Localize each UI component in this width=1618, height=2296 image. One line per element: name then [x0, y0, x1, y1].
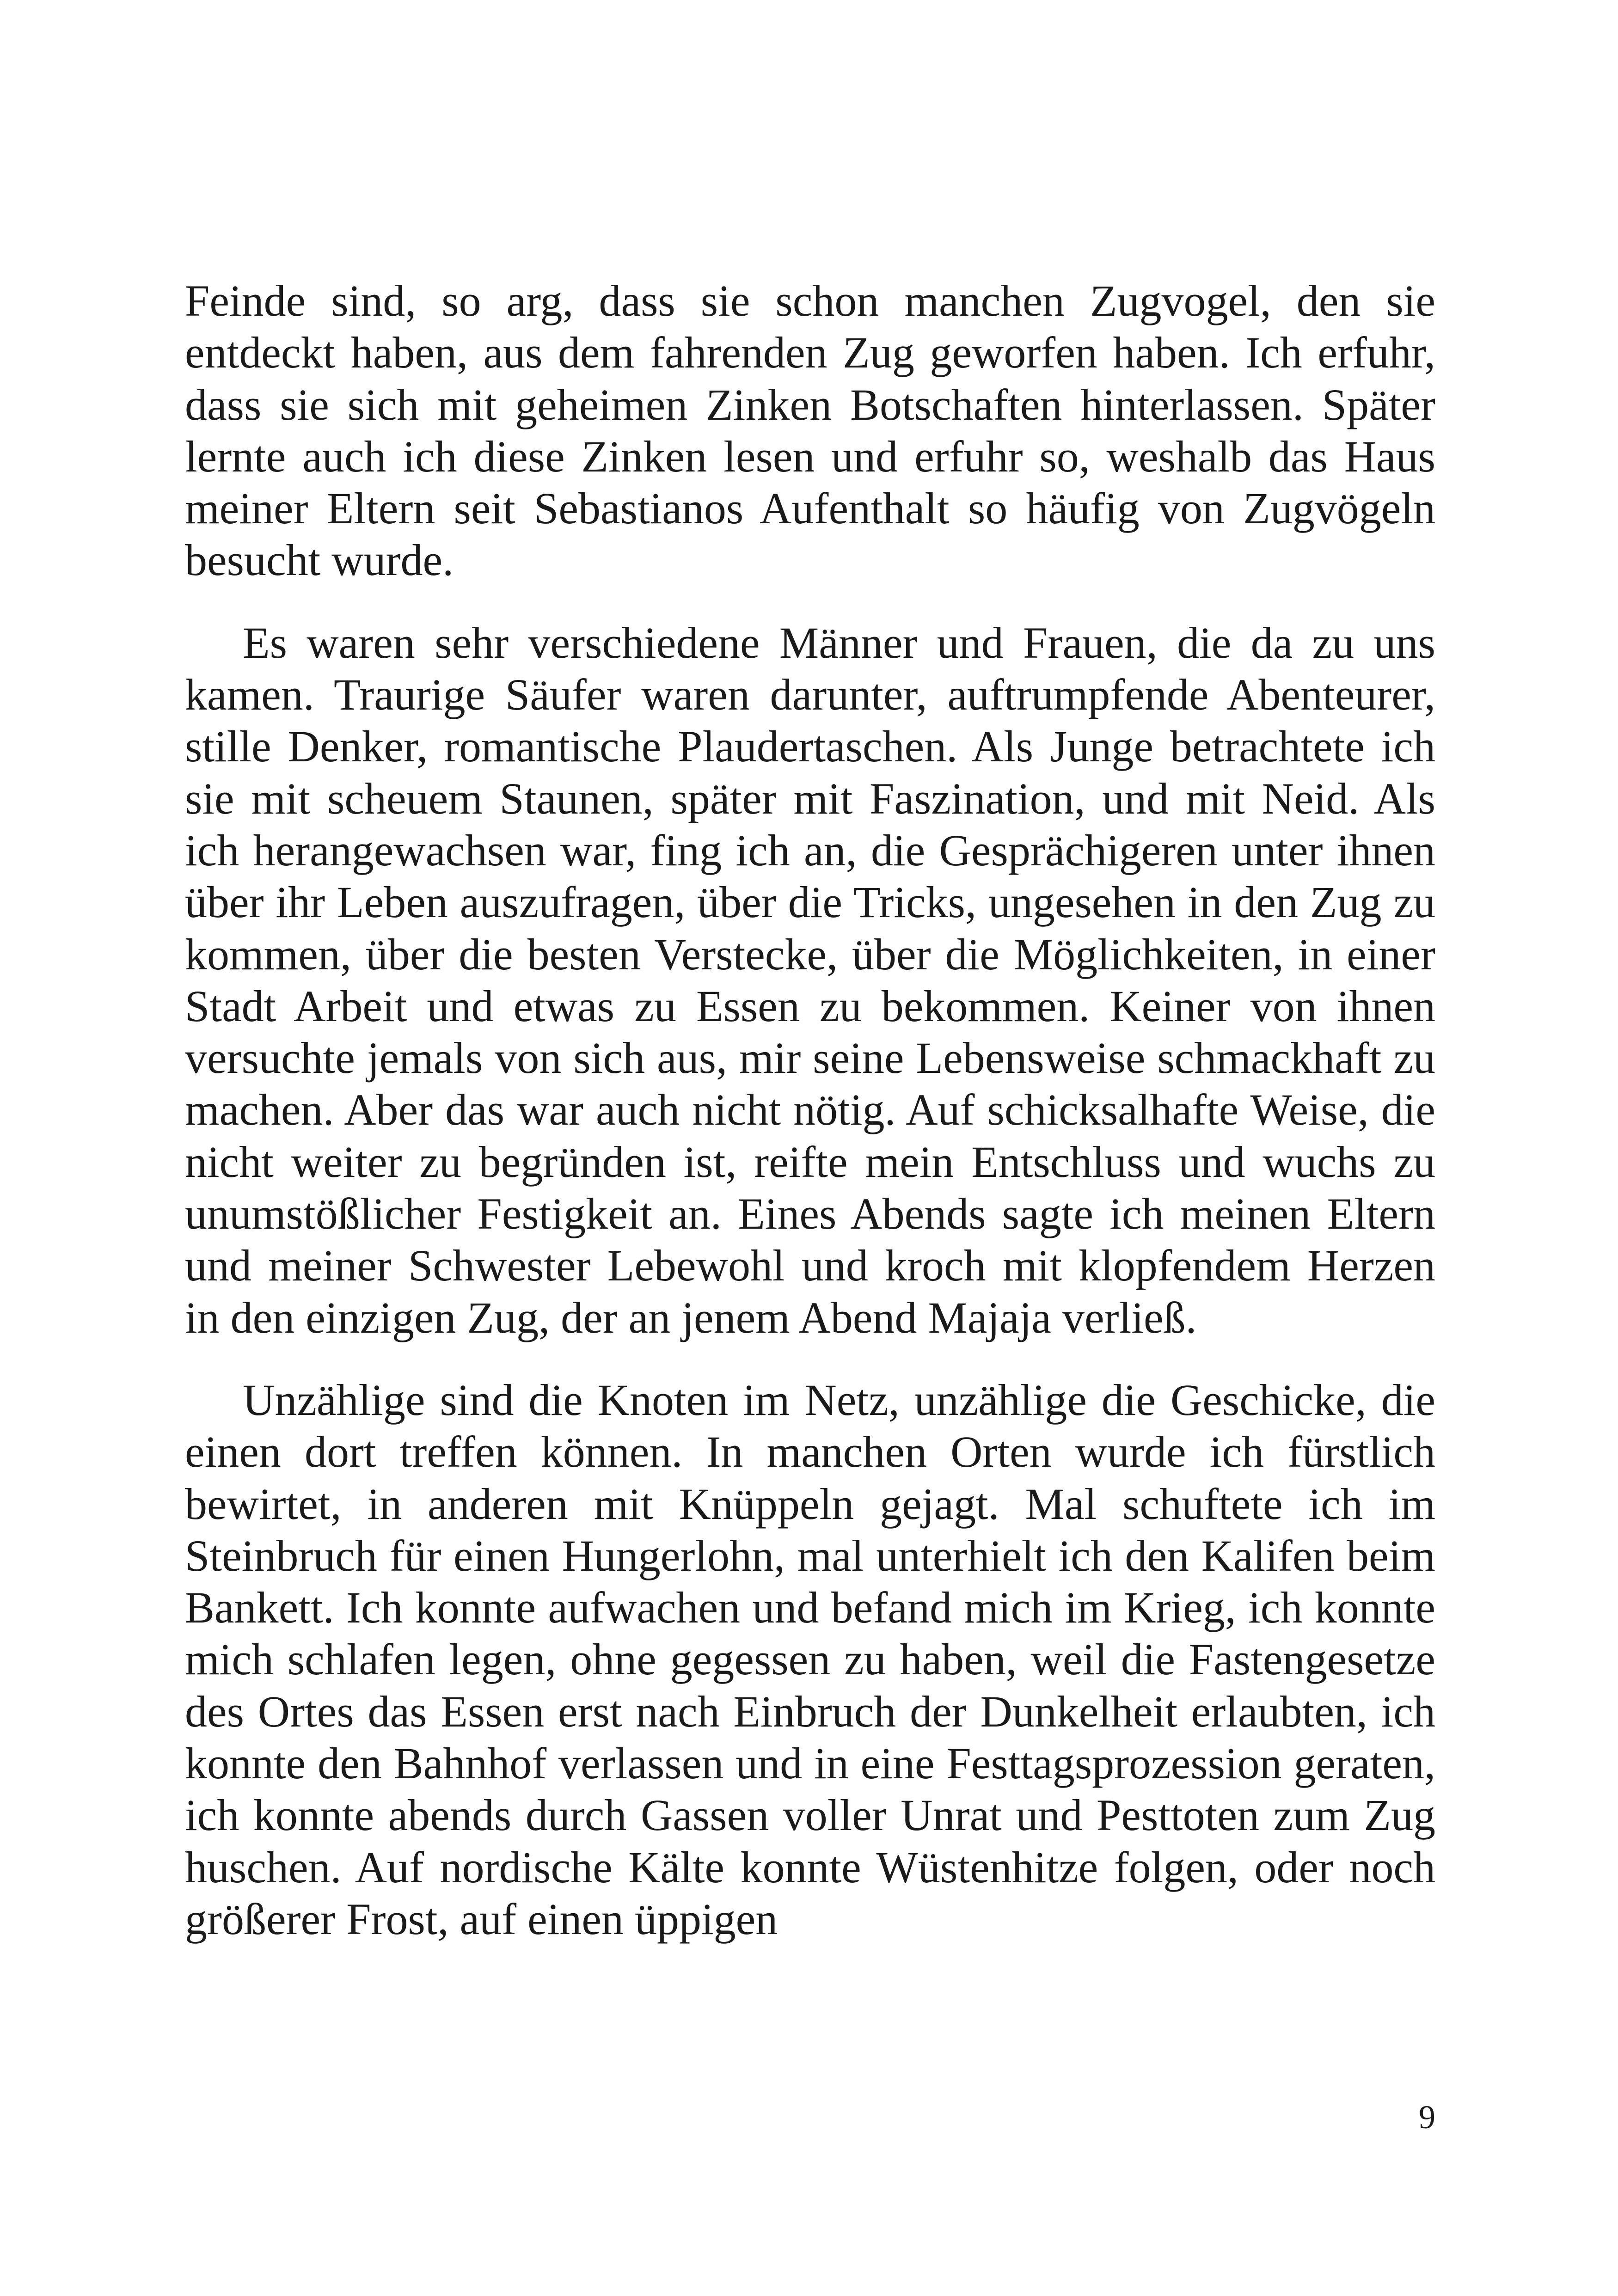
paragraph: Unzählige sind die Knoten im Netz, unzählige die Geschicke, die einen dort treffen können. In manchen Orten wurde ich fürstlich bewirtet, in anderen mit Knüppeln gejagt. Mal schuftete ich im Steinbruch für einen Hungerlohn, mal unterhielt ich den Kalifen beim Bankett. Ich konnte aufwachen und befand mich im Krieg, ich konnte mich schlafen legen, ohne gegessen zu haben, weil die Fastengesetze des Ortes das Essen erst nach Einbruch der Dunkelheit erlaubten, ich konnte den Bahnhof verlassen und in eine Festtagsprozession geraten, ich konnte abends durch Gassen voller Unrat und Pesttoten zum Zug huschen. Auf nordische Kälte konnte Wüstenhitze folgen, oder noch größerer Frost, auf einen üppigen	[185, 1375, 1435, 1944]
page-number: 9	[1419, 2099, 1435, 2136]
paragraph: Feinde sind, so arg, dass sie schon manchen Zugvogel, den sie entdeckt haben, aus dem fahrenden Zug geworfen haben. Ich erfuhr, dass sie sich mit geheimen Zinken Botschaften hinterlassen. Später lernte auch ich diese Zinken lesen und erfuhr so, weshalb das Haus meiner Eltern seit Sebastianos Aufenthalt so häufig von Zugvögeln besucht wurde.	[185, 276, 1435, 585]
paragraph: Es waren sehr verschiedene Männer und Frauen, die da zu uns kamen. Traurige Säufer waren darunter, auftrumpfende Abenteurer, stille Denker, romantische Plaudertaschen. Als Junge betrachtete ich sie mit scheuem Staunen, später mit Faszination, und mit Neid. Als ich herangewachsen war, fing ich an, die Gesprächigeren unter ihnen über ihr Leben auszufragen, über die Tricks, ungesehen in den Zug zu kommen, über die besten Verstecke, über die Möglichkeiten, in einer Stadt Arbeit und etwas zu Essen zu bekommen. Keiner von ihnen versuchte jemals von sich aus, mir seine Lebensweise schmackhaft zu machen. Aber das war auch nicht nötig. Auf schicksalhafte Weise, die nicht weiter zu begründen ist, reifte mein Entschluss und wuchs zu unumstößlicher Festigkeit an. Eines Abends sagte ich meinen Eltern und meiner Schwester Lebewohl und kroch mit klopfendem Herzen in den einzigen Zug, der an jenem Abend Majaja verließ.	[185, 618, 1435, 1342]
body-text	[185, 275, 1435, 1945]
